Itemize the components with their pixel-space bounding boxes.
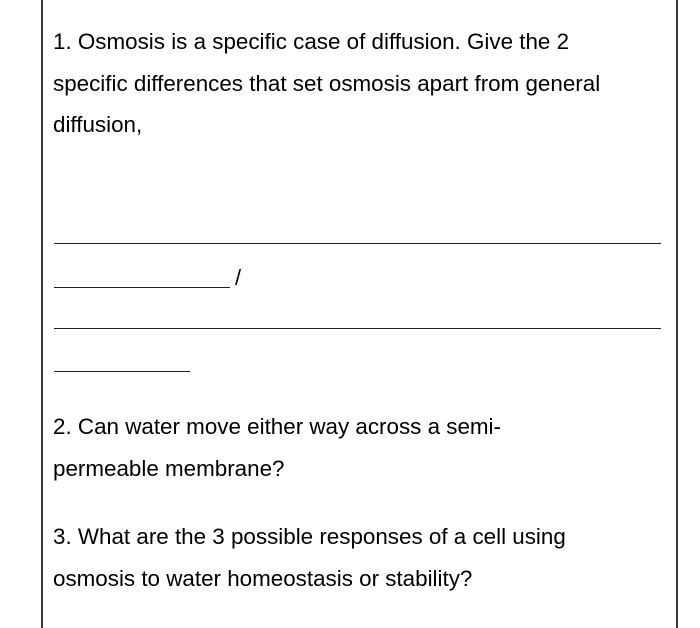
question-3-line-1: 3. What are the 3 possible responses of a cell using bbox=[53, 524, 566, 549]
question-1-line-2: specific differences that set osmosis apart from general bbox=[53, 70, 601, 96]
answer-blank-line-4[interactable] bbox=[54, 371, 190, 372]
question-2-line-2: permeable membrane? bbox=[53, 455, 285, 481]
answer-separator: / bbox=[235, 265, 242, 290]
question-1-line-1: 1. Osmosis is a specific case of diffusion. Give the 2 bbox=[53, 29, 570, 54]
question-1-line-3: diffusion, bbox=[53, 112, 143, 137]
question-3-line-2: osmosis to water homeostasis or stability? bbox=[53, 565, 473, 591]
question-2 bbox=[53, 406, 668, 489]
question-1 bbox=[53, 21, 668, 146]
answer-blank-line-2[interactable] bbox=[54, 287, 230, 288]
answer-blank-line-3[interactable] bbox=[54, 328, 661, 329]
worksheet-page bbox=[41, 0, 678, 628]
question-2-line-1: 2. Can water move either way across a semi- bbox=[53, 414, 501, 439]
question-3 bbox=[53, 516, 668, 599]
answer-blank-line-1[interactable] bbox=[54, 243, 661, 244]
